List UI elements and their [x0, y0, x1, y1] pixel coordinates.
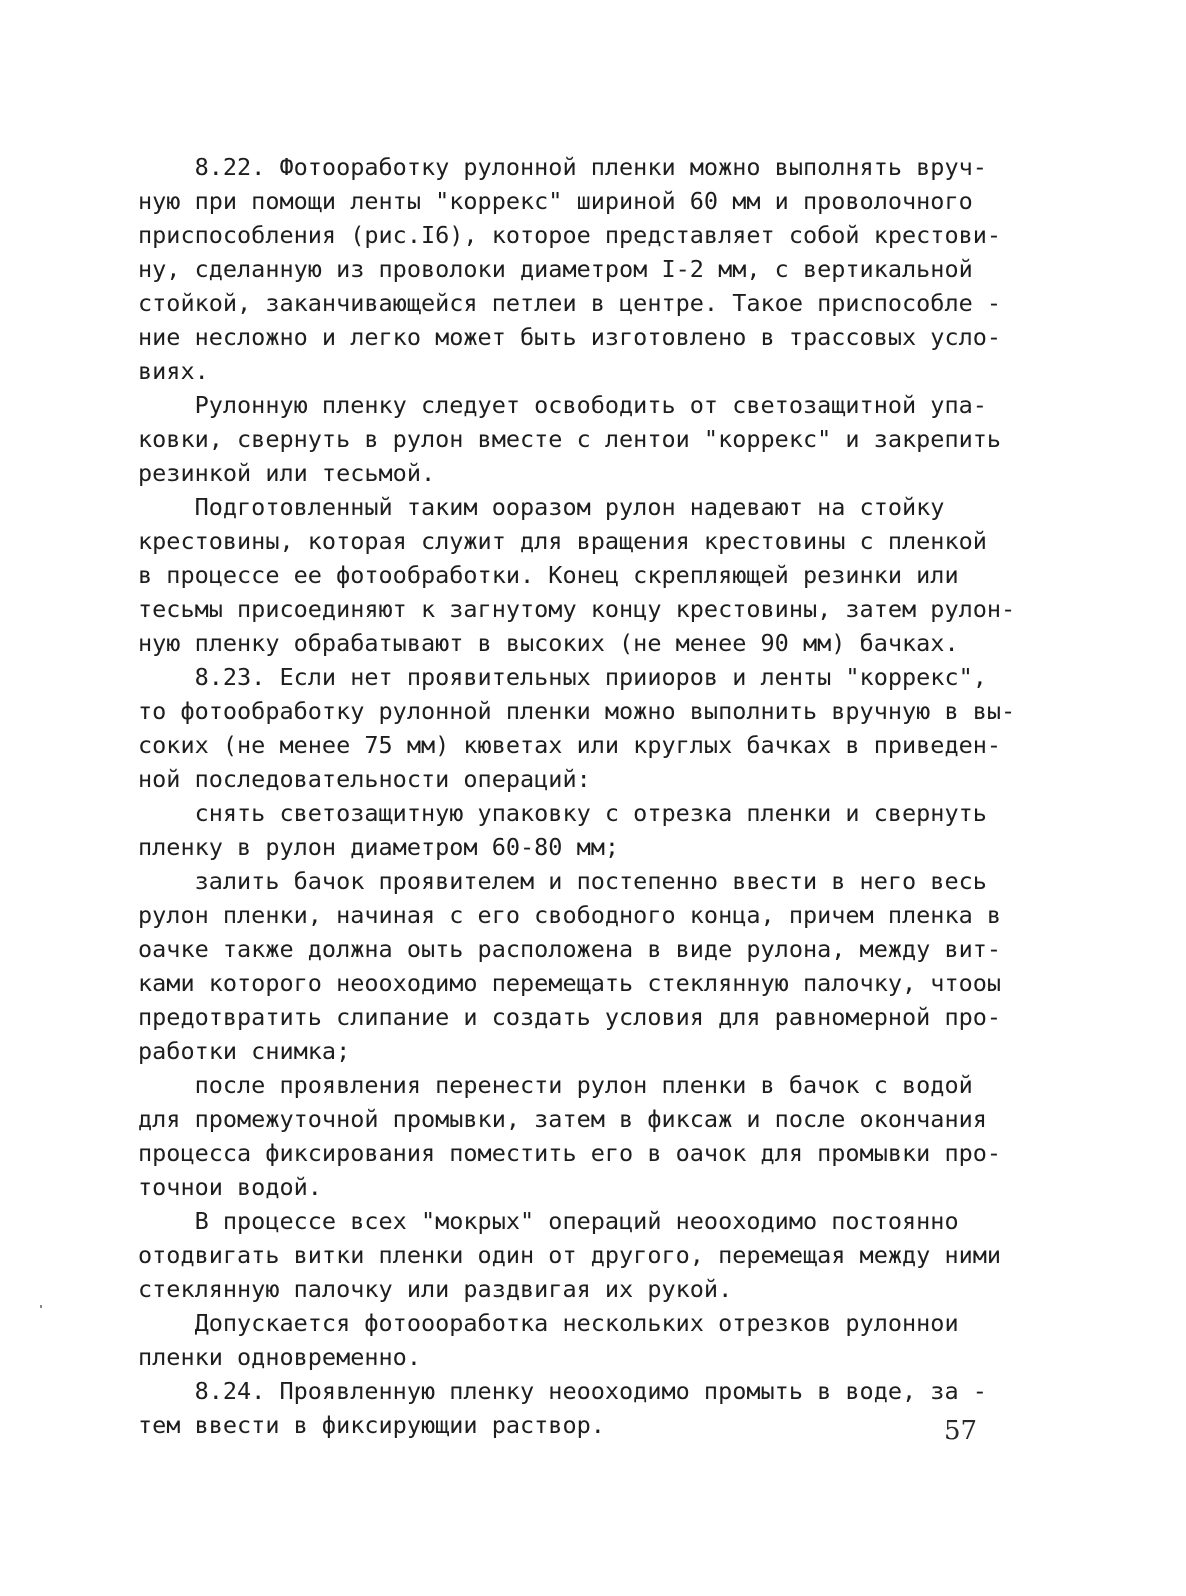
text-line: после проявления перенести рулон пленки в бачок с водой	[138, 1071, 973, 1099]
text-line: для промежуточной промывки, затем в фиксаж и после окончания	[138, 1105, 987, 1133]
text-line: ной последовательности операций:	[138, 765, 591, 793]
text-line: крестовины, которая служит для вращения крестовины с пленкой	[138, 527, 987, 555]
text-line: приспособления (рис.I6), которое представляет собой крестови-	[138, 221, 1002, 249]
text-line: ную при помощи ленты "коррекс" шириной 60 мм и проволочного	[138, 187, 973, 215]
text-line: резинкой или тесьмой.	[138, 459, 436, 487]
text-line: пленку в рулон диаметром 60-80 мм;	[138, 833, 620, 861]
text-line: ние несложно и легко может быть изготовлено в трассовых усло-	[138, 323, 1002, 351]
text-line: пленки одновременно.	[138, 1343, 421, 1371]
body-text	[138, 150, 1016, 1442]
text-line: оачке также должна оыть расположена в виде рулона, между вит-	[138, 935, 1002, 963]
text-line: тесьмы присоединяют к загнутому концу крестовины, затем рулон-	[138, 595, 1016, 623]
text-line: процесса фиксирования поместить его в оачок для промывки про-	[138, 1139, 1002, 1167]
text-line: залить бачок проявителем и постепенно ввести в него весь	[138, 867, 987, 895]
text-line: тем ввести в фиксирующии раствор.	[138, 1411, 605, 1439]
text-line: соких (не менее 75 мм) кюветах или круглых бачках в приведен-	[138, 731, 1002, 759]
text-line: точнои водой.	[138, 1173, 322, 1201]
text-line: 8.22. Фотоoработку рулонной пленки можно выполнять вруч-	[138, 153, 987, 181]
text-line: 8.24. Проявленную пленку неооходимо промыть в воде, за -	[138, 1377, 987, 1405]
text-line: стойкой, заканчивающейся петлеи в центре. Такое приспособле -	[138, 289, 1002, 317]
text-line: то фотообработку рулонной пленки можно выполнить вручную в вы-	[138, 697, 1016, 725]
text-line: Рулонную пленку следует освободить от светозащитной упа-	[138, 391, 987, 419]
text-line: ную пленку обрабатывают в высоких (не менее 90 мм) бачках.	[138, 629, 959, 657]
text-line: Подготовленный таким ооразом рулон надевают на стойку	[138, 493, 945, 521]
text-line: отодвигать витки пленки один от другого, перемещая между ними	[138, 1241, 1002, 1269]
page-number: 57	[944, 1416, 978, 1446]
scan-speck	[40, 1305, 42, 1308]
text-line: В процессе всех "мокрых" операций неоохoдимо постоянно	[138, 1207, 959, 1235]
text-line: ками которого неооходимо перемещать стеклянную палочку, чтооы	[138, 969, 1002, 997]
text-line: ковки, свернуть в рулон вместе с лентои "коррекс" и закрепить	[138, 425, 1002, 453]
text-line: снять светозащитную упаковку с отрезка пленки и свернуть	[138, 799, 987, 827]
text-line: предотвратить слипание и создать условия для равномерной про-	[138, 1003, 1002, 1031]
text-line: работки снимка;	[138, 1037, 351, 1065]
text-line: 8.23. Если нет проявительных прииоров и ленты "коррекс",	[138, 663, 987, 691]
text-line: стеклянную палочку или раздвигая их рукой.	[138, 1275, 733, 1303]
text-line: рулон пленки, начиная с его свободного конца, причем пленка в	[138, 901, 1002, 929]
text-line: в процессе ее фотообработки. Конец скрепляющей резинки или	[138, 561, 959, 589]
text-line: ну, сделанную из проволоки диаметром I-2 мм, с вертикальной	[138, 255, 973, 283]
text-line: виях.	[138, 357, 209, 385]
text-line: Допускается фотоооработка нескольких отрезков рулоннои	[138, 1309, 959, 1337]
